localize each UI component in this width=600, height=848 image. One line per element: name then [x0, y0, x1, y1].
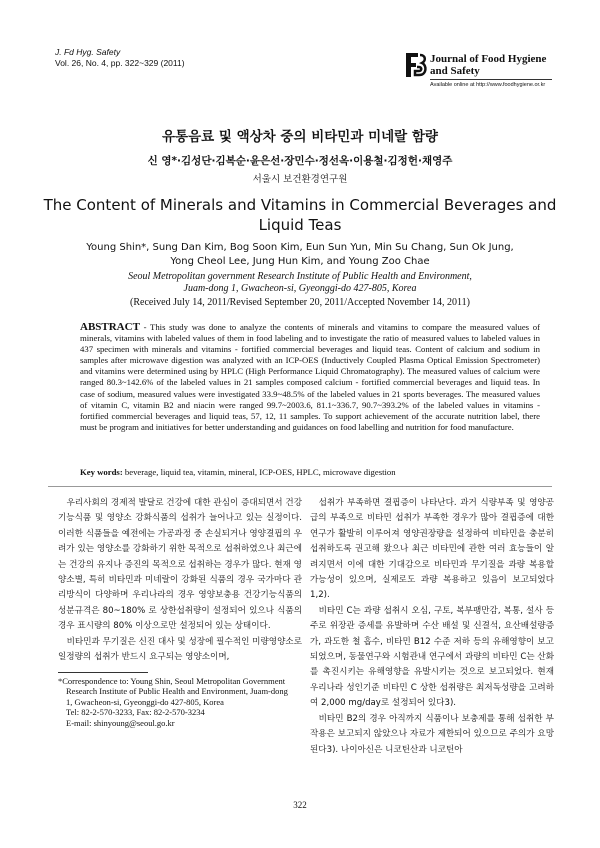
page-number: 322 [293, 800, 307, 810]
abstract-text: - This study was done to analyze the contents of minerals and vitamins to compare the measured values of minerals, vitamins with labeled values of them in food labeling and to investigate the ratio of measured values to labeled values in 437 specimen with minerals and vitamins - fortified commercial beverages and liquid teas. Content of calcium and sodium in samples after microwave digestion was analyzed with an ICP-OES (Inductively Coupled Plasma Optical Emission Spectrometer) and vitamins were determined using by HPLC (High Performance Liquid Chromatography). The measured values of calcium were ranged 80.3~142.6% of the labeled values in 21 samples composed calcium - fortified commercial beverages and liquid teas. In case of sodium, measured values were investigated 33.9~48.5% of the labeled values in 21 sports beverages. The measured values of vitamin C, vitamin B2 and niacin were ranged 99.7~2003.6, 81.1~336.7, 90.7~393.2% of the labeled values in vitamins - fortified commercial beverages and liquid teas, 57, 12, 11 samples. To support achievement of the accurate nutrition label, there must be program and initiatives for better understanding and guidances on food labelling and nutrition for food manufacture. [80, 322, 540, 432]
abstract [80, 322, 540, 433]
keywords [80, 467, 540, 477]
korean-title: 유통음료 및 액상차 중의 비타민과 미네랄 함량 [162, 129, 438, 145]
korean-affiliation: 서울시 보건환경연구원 [252, 174, 348, 185]
abstract-label: ABSTRACT [80, 321, 140, 333]
footnote-line: Tel: 82-2-570-3233, Fax: 82-2-570-3234 [66, 707, 205, 718]
body-paragraph: 비타민 C는 과량 섭취시 오심, 구토, 복부팽만감, 복통, 설사 등 주로 위장관 증세를 유발하며 수산 배설 및 신결석, 요산배설량증가, 과도한 철 흡수, 비타민 B12 수준 저하 등의 유해영향이 보고되었으며, 동물연구와 시험관내 연구에서 과량의 비타민 C는 산화를 촉진시키는 유해영향을 유발시키는 것으로 보고되었다. 현재 우리나라 성인기준 비타민 C 상한 섭취량은 최저독성량을 고려하여 2,000 mg/day로 설정되어 있다3). [310, 605, 554, 709]
journal-emblem-icon [402, 51, 428, 79]
footnote-line: 1, Gwacheon-si, Gyeonggi-do 427-805, Korea [66, 696, 224, 707]
section-divider [48, 486, 552, 487]
body-column-right [310, 496, 554, 758]
journal-volume: Vol. 26, No. 4, pp. 322~329 (2011) [55, 58, 185, 68]
english-authors-line2: Yong Cheol Lee, Jung Hun Kim, and Young Zoo Chae [170, 256, 430, 267]
journal-url[interactable]: Available online at http://www.foodhygiene.or.kr [430, 82, 546, 88]
body-paragraph: 섭취가 부족하면 결핍증이 나타난다. 과거 식량부족 및 영양공급의 부족으로 비타민 섭취가 부족한 경우가 많아 결핍증에 대한 연구가 활발히 이루어져 영양권장량을 설정하여 비타민을 충분히 섭취하도록 권고해 왔으나 최근 비타민에 관한 여러 효능들이 알려지면서 이에 대한 기대감으로 비타민과 무기질을 과량 복용할 가능성이 있으며, 실제로도 과량 복용하고 있음이 보고되었다1,2). [310, 498, 554, 601]
body-paragraph: 비타민 B2의 경우 아직까지 식품이나 보충제를 통해 섭취한 부작용은 보고되지 않았으나 자료가 제한되어 있으므로 주의가 요망된다3). 나이아신은 니코틴산과 니코틴아 [310, 713, 554, 755]
korean-authors: 신 영*·김성단·김복순·윤은선·장민수·정선옥·이용철·김정헌·채영주 [147, 155, 453, 167]
english-authors [40, 241, 560, 269]
footnote-divider [58, 672, 148, 673]
english-affiliation-line1: Seoul Metropolitan government Research Institute of Public Health and Environment, [128, 271, 472, 282]
footnote-email[interactable]: E-mail: shinyoung@seoul.go.kr [66, 717, 175, 728]
received-dates: (Received July 14, 2011/Revised September 20, 2011/Accepted November 14, 2011) [130, 297, 470, 308]
footnote-line: Research Institute of Public Health and Environment, Juam-dong [66, 686, 288, 697]
english-title: The Content of Minerals and Vitamins in Commercial Beverages and Liquid Teas [43, 196, 557, 234]
footnote-line: *Correspondence to: Young Shin, Seoul Metropolitan Government [58, 676, 286, 686]
english-affiliation-line2: Juam-dong 1, Gwacheon-si, Gyeonggi-do 427-805, Korea [183, 283, 417, 294]
correspondence-footnote [58, 676, 306, 728]
english-affiliation [40, 271, 560, 295]
journal-logo [402, 47, 552, 95]
keywords-text: beverage, liquid tea, vitamin, mineral, ICP-OES, HPLC, microwave digestion [122, 467, 396, 477]
journal-abbrev: J. Fd Hyg. Safety [55, 47, 121, 57]
body-paragraph: 우리사회의 경제적 발달로 건강에 대한 관심이 증대되면서 건강기능식품 및 영양소 강화식품의 섭취가 늘어나고 있는 실정이다. 이러한 식품들을 예전에는 가공과정 중 손실되거나 영양결핍의 우려가 있는 영양소를 강화하기 위한 목적으로 섭취하였으나 최근에는 건강의 유지나 증진의 목적으로 섭취하는 경우가 많다. 현재 영양소별, 특히 비타민과 미네랄이 강화된 식품의 경우 국가마다 관리방식이 다양하며 우리나라의 경우 영양보충용 건강기능식품의 성분규격은 80~180% 로 상한섭취량이 설정되어 있으나 식품의 경우 표시량의 80% 이상으로만 설정되어 있는 상태이다. [58, 498, 302, 632]
body-column-left [58, 496, 302, 665]
logo-divider [430, 79, 552, 80]
body-paragraph: 비타민과 무기질은 신진 대사 및 성장에 필수적인 미량영양소로 일정량의 섭취가 반드시 요구되는 영양소이며, [58, 636, 302, 663]
journal-reference [55, 47, 185, 69]
journal-logo-title: Journal of Food Hygiene and Safety [430, 53, 547, 77]
keywords-label: Key words: [80, 467, 123, 477]
english-authors-line1: Young Shin*, Sung Dan Kim, Bog Soon Kim, Eun Sun Yun, Min Su Chang, Sun Ok Jung, [86, 242, 514, 253]
